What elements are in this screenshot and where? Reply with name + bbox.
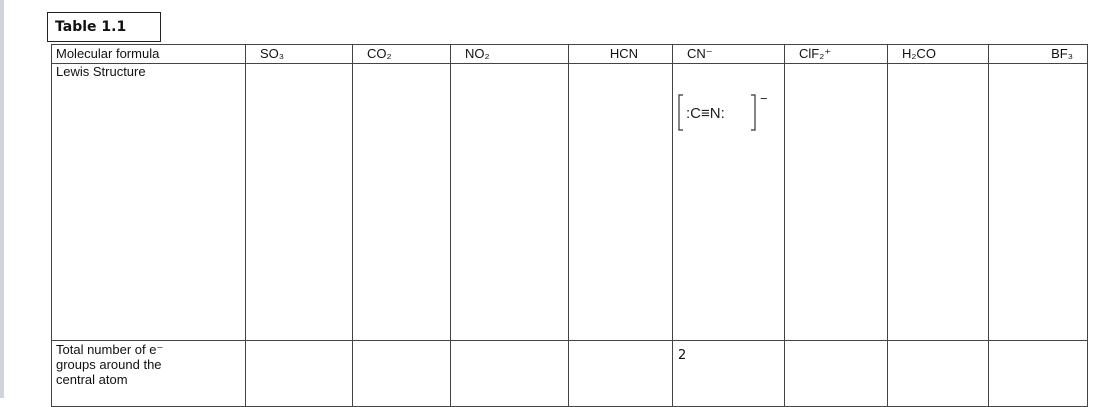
total-cell-clf2[interactable] xyxy=(785,341,888,407)
column-header-co2: CO₂ xyxy=(353,45,451,64)
table-caption: Table 1.1 xyxy=(47,12,161,42)
lewis-cell-h2co[interactable] xyxy=(888,64,989,341)
cn-charge: − xyxy=(760,91,768,106)
lewis-cell-clf2[interactable] xyxy=(785,64,888,341)
left-bracket xyxy=(679,95,683,130)
lewis-cell-bf3[interactable] xyxy=(989,64,1088,341)
cn-lewis-structure xyxy=(673,64,785,184)
row-label-molecular-formula: Molecular formula xyxy=(52,45,246,64)
total-cell-cn[interactable]: 2 xyxy=(673,341,785,407)
row-label-lewis-structure: Lewis Structure xyxy=(52,64,246,341)
column-header-hcn: HCN xyxy=(569,45,673,64)
column-header-h2co: H₂CO xyxy=(888,45,989,64)
cn-lewis-label: :C≡N: xyxy=(686,105,725,122)
column-header-cn: CN⁻ xyxy=(673,45,785,64)
page-edge-rule xyxy=(0,0,4,398)
molecule-table xyxy=(51,44,1088,407)
lewis-cell-hcn[interactable] xyxy=(569,64,673,341)
total-cell-h2co[interactable] xyxy=(888,341,989,407)
lewis-cell-cn[interactable] xyxy=(673,64,785,341)
total-cell-co2[interactable] xyxy=(353,341,451,407)
row-label-total-groups: Total number of e⁻ groups around the central atom xyxy=(52,341,246,407)
total-cell-bf3[interactable] xyxy=(989,341,1088,407)
lewis-cell-so3[interactable] xyxy=(246,64,353,341)
right-bracket xyxy=(751,95,755,130)
column-header-no2: NO₂ xyxy=(451,45,569,64)
total-cell-hcn[interactable] xyxy=(569,341,673,407)
total-cell-no2[interactable] xyxy=(451,341,569,407)
column-header-clf2: ClF₂⁺ xyxy=(785,45,888,64)
column-header-so3: SO₃ xyxy=(246,45,353,64)
lewis-cell-no2[interactable] xyxy=(451,64,569,341)
lewis-cell-co2[interactable] xyxy=(353,64,451,341)
total-cell-so3[interactable] xyxy=(246,341,353,407)
column-header-bf3: BF₃ xyxy=(989,45,1088,64)
